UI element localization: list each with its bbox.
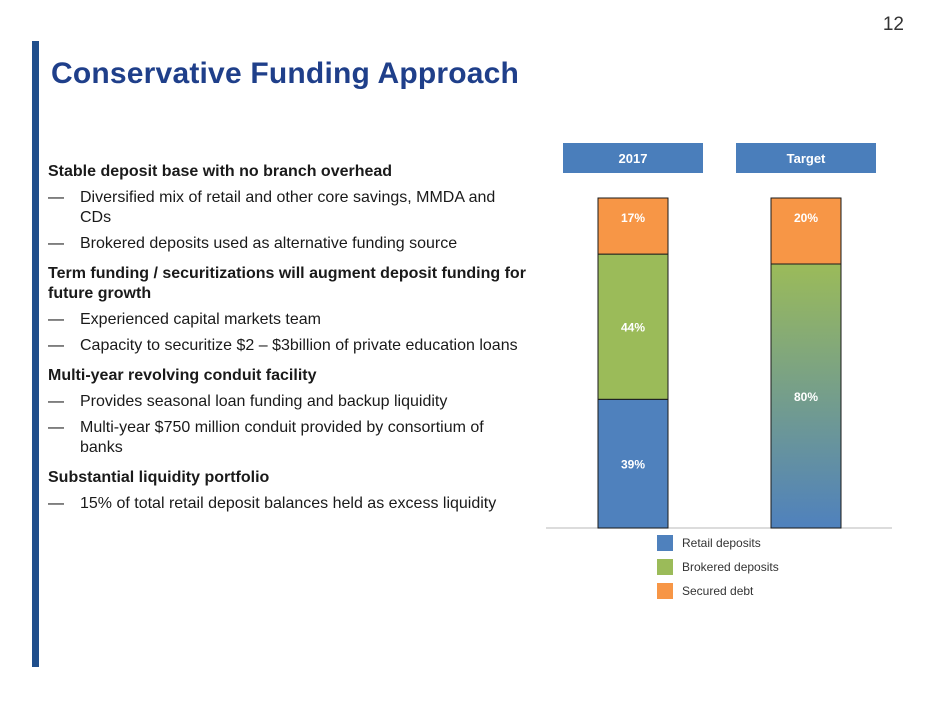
sub-bullet (48, 494, 528, 514)
bullet-section (48, 162, 528, 254)
data-label: 80% (793, 390, 819, 404)
sub-bullet-text: Experienced capital markets team (80, 311, 321, 328)
accent-bar (32, 41, 39, 667)
legend-item (657, 558, 779, 576)
chart-legend (657, 534, 779, 606)
sub-bullet (48, 336, 528, 356)
sub-bullet-text: 15% of total retail deposit balances held as excess liquidity (80, 495, 497, 512)
bullet-section (48, 264, 528, 356)
bullet-list (48, 162, 528, 524)
legend-label: Retail deposits (682, 536, 761, 550)
sub-bullet-text: Provides seasonal loan funding and backup liquidity (80, 393, 448, 410)
section-heading: Multi-year revolving conduit facility (48, 367, 317, 384)
dash-bullet-icon: — (48, 235, 64, 252)
sub-bullet (48, 392, 528, 412)
legend-label: Brokered deposits (682, 560, 779, 574)
legend-swatch (657, 535, 673, 551)
bullet-section (48, 468, 528, 514)
dash-bullet-icon: — (48, 419, 64, 436)
page-title: Conservative Funding Approach (51, 57, 520, 90)
legend-item (657, 534, 779, 552)
bar-segment (771, 198, 841, 264)
dash-bullet-icon: — (48, 393, 64, 410)
data-label: 44% (620, 320, 646, 335)
sub-bullet (48, 188, 528, 228)
category-label: Target (786, 151, 826, 166)
dash-bullet-icon: — (48, 189, 64, 206)
dash-bullet-icon: — (48, 337, 64, 354)
dash-bullet-icon: — (48, 495, 64, 512)
sub-bullet-text: Multi-year $750 million conduit provided by consortium of banks (80, 419, 484, 456)
sub-bullet-text: Diversified mix of retail and other core savings, MMDA and CDs (80, 189, 496, 226)
data-label: 17% (620, 211, 646, 225)
data-label: 39% (620, 457, 646, 472)
sub-bullet (48, 234, 528, 254)
legend-swatch (657, 583, 673, 599)
data-label: 20% (793, 211, 819, 225)
legend-swatch (657, 559, 673, 575)
sub-bullet-text: Capacity to securitize $2 – $3billion of private education loans (80, 337, 518, 354)
bullet-section (48, 366, 528, 458)
section-heading: Term funding / securitizations will augment deposit funding for future growth (48, 265, 526, 302)
sub-bullet-text: Brokered deposits used as alternative funding source (80, 235, 458, 252)
legend-label: Secured debt (682, 584, 754, 598)
bar-segment (598, 198, 668, 254)
section-heading: Substantial liquidity portfolio (48, 469, 270, 486)
legend-item (657, 582, 779, 600)
section-heading: Stable deposit base with no branch overhead (48, 163, 393, 180)
category-label: 2017 (618, 151, 648, 166)
dash-bullet-icon: — (48, 311, 64, 328)
sub-bullet (48, 310, 528, 330)
page-number: 12 (882, 14, 904, 35)
sub-bullet (48, 418, 528, 458)
